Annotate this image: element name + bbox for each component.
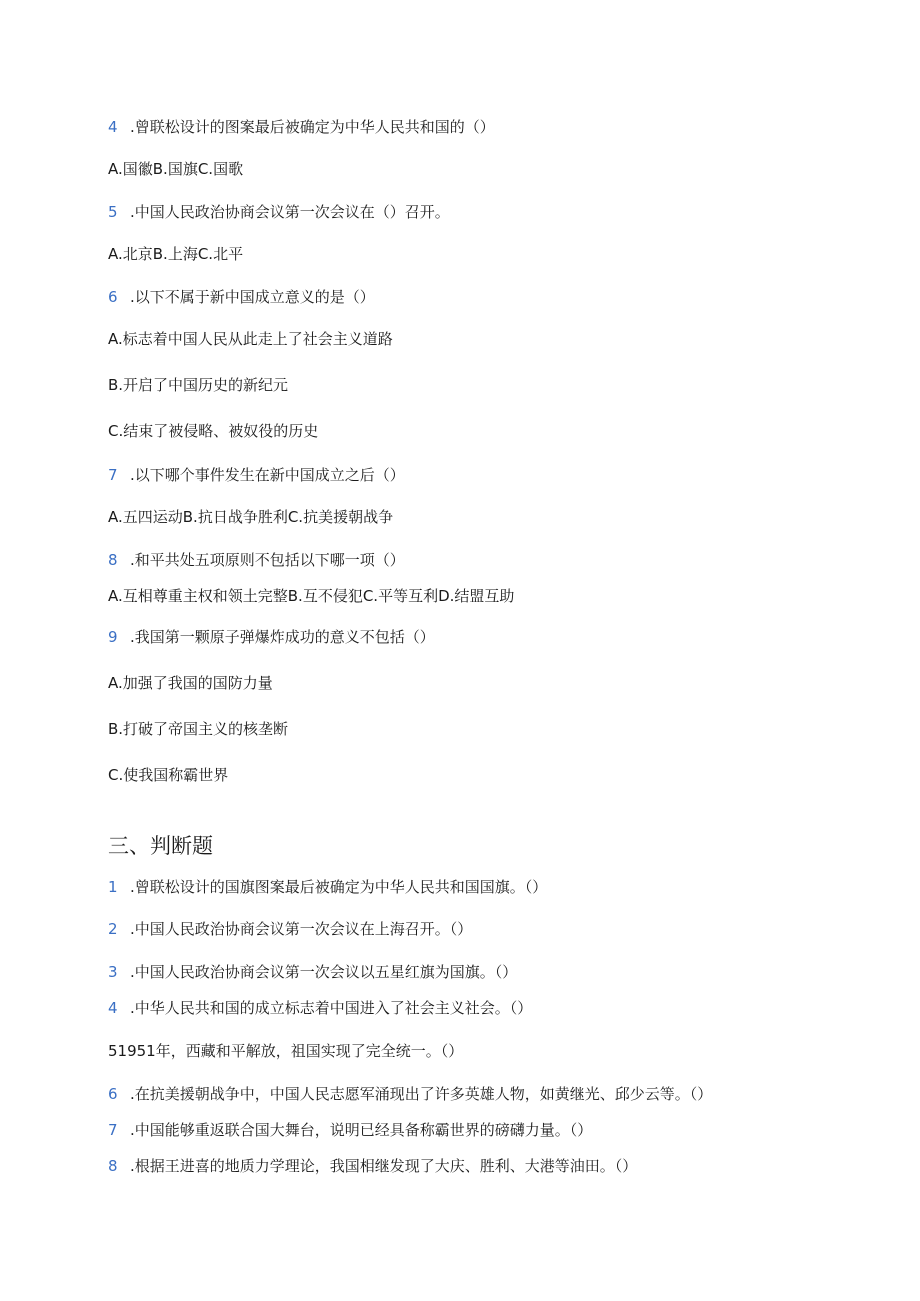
question-text: .中国人民政治协商会议第一次会议在上海召开。（） xyxy=(130,920,473,938)
question-text: 51951年，西藏和平解放，祖国实现了完全统一。（） xyxy=(108,1042,464,1060)
question-number: 2 xyxy=(108,920,118,938)
question-text: .中华人民共和国的成立标志着中国进入了社会主义社会。（） xyxy=(130,999,533,1017)
question-text: .中国人民政治协商会议第一次会议在（）召开。 xyxy=(130,203,450,221)
judgment-6 xyxy=(108,1084,712,1104)
question-8 xyxy=(108,550,405,570)
option-line: A.标志着中国人民从此走上了社会主义道路 xyxy=(108,330,393,348)
judgment-4 xyxy=(108,998,532,1018)
question-text: .中国人民政治协商会议第一次会议以五星红旗为国旗。（） xyxy=(130,963,518,981)
question-text: .我国第一颗原子弹爆炸成功的意义不包括（） xyxy=(130,628,435,646)
judgment-1 xyxy=(108,877,547,897)
question-6 xyxy=(108,287,375,307)
question-5 xyxy=(108,202,450,222)
judgment-7 xyxy=(108,1120,592,1140)
option-line: A.加强了我国的国防力量 xyxy=(108,674,273,692)
question-number: 6 xyxy=(108,1085,118,1103)
question-number: 9 xyxy=(108,628,118,646)
question-text: .根据王进喜的地质力学理论，我国相继发现了大庆、胜利、大港等油田。（） xyxy=(130,1157,638,1175)
judgment-2 xyxy=(108,919,472,939)
option-line: B.开启了中国历史的新纪元 xyxy=(108,376,289,394)
question-text: .曾联松设计的图案最后被确定为中华人民共和国的（） xyxy=(130,118,495,136)
question-number: 5 xyxy=(108,203,118,221)
question-text: .在抗美援朝战争中，中国人民志愿军涌现出了许多英雄人物，如黄继光、邱少云等。（） xyxy=(130,1085,713,1103)
question-text: .以下不属于新中国成立意义的是（） xyxy=(130,288,375,306)
question-7 xyxy=(108,465,405,485)
question-text: .中国能够重返联合国大舞台，说明已经具备称霸世界的磅礴力量。（） xyxy=(130,1121,593,1139)
judgment-3 xyxy=(108,962,517,982)
section-title: 三、判断题 xyxy=(108,834,213,858)
option-line: A.北京B.上海C.北平 xyxy=(108,245,244,263)
question-number: 7 xyxy=(108,466,118,484)
option-line: C.结束了被侵略、被奴役的历史 xyxy=(108,422,319,440)
question-number: 3 xyxy=(108,963,118,981)
question-text: .和平共处五项原则不包括以下哪一项（） xyxy=(130,551,405,569)
question-number: 1 xyxy=(108,878,118,896)
question-number: 7 xyxy=(108,1121,118,1139)
option-line: A.五四运动B.抗日战争胜利C.抗美援朝战争 xyxy=(108,508,394,526)
question-9 xyxy=(108,627,435,647)
judgment-8 xyxy=(108,1156,637,1176)
question-text: .曾联松设计的国旗图案最后被确定为中华人民共和国国旗。（） xyxy=(130,878,548,896)
question-number: 8 xyxy=(108,1157,118,1175)
question-text: .以下哪个事件发生在新中国成立之后（） xyxy=(130,466,405,484)
option-line: B.打破了帝国主义的核垄断 xyxy=(108,720,289,738)
judgment-5 xyxy=(108,1041,463,1061)
option-line: A.国徽B.国旗C.国歌 xyxy=(108,160,244,178)
option-line: C.使我国称霸世界 xyxy=(108,766,229,784)
question-number: 4 xyxy=(108,118,118,136)
question-number: 6 xyxy=(108,288,118,306)
question-number: 8 xyxy=(108,551,118,569)
option-line: A.互相尊重主权和领土完整B.互不侵犯C.平等互利D.结盟互助 xyxy=(108,587,515,605)
question-4 xyxy=(108,117,495,137)
question-number: 4 xyxy=(108,999,118,1017)
